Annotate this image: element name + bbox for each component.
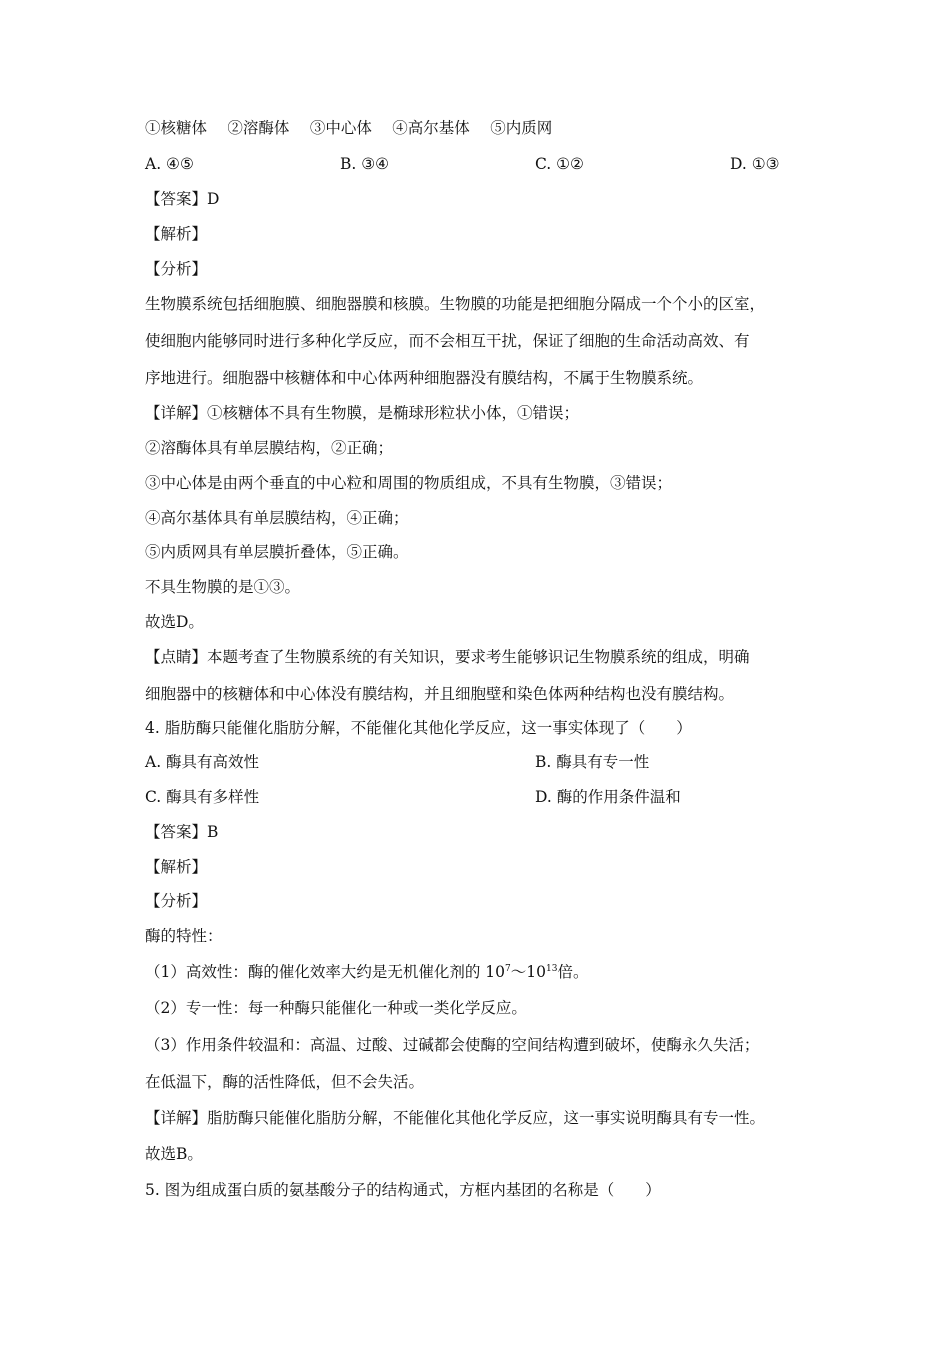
q4-answer: 【答案】B (145, 823, 219, 841)
q4-stem: 4. 脂肪酶只能催化脂肪分解，不能催化其他化学反应，这一事实体现了（ ） (145, 719, 692, 737)
q3-fenxi-heading: 【分析】 (145, 260, 208, 278)
q3-option-a: A. ④⑤ (145, 155, 194, 173)
q4-trait-conditions: 在低温下，酶的活性降低，但不会失活。 (145, 1073, 425, 1091)
q5-stem: 5. 图为组成蛋白质的氨基酸分子的结构通式，方框内基团的名称是（ ） (145, 1181, 661, 1199)
q4-option-a: A. 酶具有高效性 (145, 753, 260, 771)
q4-trait1-exponent: 7 (505, 964, 511, 974)
q3-fenxi-line: 序地进行。细胞器中核糖体和中心体两种细胞器没有膜结构，不属于生物膜系统。 (145, 369, 704, 387)
q3-comment-line: 细胞器中的核糖体和中心体没有膜结构，并且细胞壁和染色体两种结构也没有膜结构。 (145, 685, 735, 703)
q3-conclusion: 故选D。 (145, 613, 204, 631)
q3-detail-line: ②溶酶体具有单层膜结构，②正确； (145, 439, 394, 457)
q4-trait1-text: 倍。 (557, 963, 589, 981)
q4-trait-efficiency (145, 962, 588, 982)
q4-option-b: B. 酶具有专一性 (535, 753, 650, 771)
q4-trait1-text: （1）高效性：酶的催化效率大约是无机催化剂的 10 (145, 963, 506, 981)
q4-fenxi-heading: 【分析】 (145, 892, 208, 910)
q3-answer: 【答案】D (145, 190, 220, 208)
q3-comment-line: 【点睛】本题考查了生物膜系统的有关知识，要求考生能够识记生物膜系统的组成，明确 (145, 648, 750, 666)
q3-fenxi-line: 使细胞内能够同时进行多种化学反应，而不会相互干扰，保证了细胞的生命活动高效、有 (145, 332, 750, 350)
q3-option-c: C. ①② (535, 155, 584, 173)
q4-option-d: D. 酶的作用条件温和 (535, 788, 681, 806)
q3-detail-line: ④高尔基体具有单层膜结构，④正确； (145, 509, 409, 527)
q4-trait-specificity: （2）专一性：每一种酶只能催化一种或一类化学反应。 (145, 999, 527, 1017)
q4-analysis-heading: 【解析】 (145, 858, 208, 876)
q3-option-b: B. ③④ (340, 155, 390, 173)
q3-analysis-heading: 【解析】 (145, 225, 208, 243)
q3-option-d: D. ①③ (730, 155, 780, 173)
q3-detail-line: ③中心体是由两个垂直的中心粒和周围的物质组成，不具有生物膜，③错误； (145, 474, 673, 492)
q3-detail-line: ⑤内质网具有单层膜折叠体，⑤正确。 (145, 543, 409, 561)
q4-trait1-exponent: 13 (545, 964, 558, 974)
q4-detail: 【详解】脂肪酶只能催化脂肪分解，不能催化其他化学反应，这一事实说明酶具有专一性。 (145, 1109, 766, 1127)
q3-items: ①核糖体 ②溶酶体 ③中心体 ④高尔基体 ⑤内质网 (145, 119, 553, 137)
q3-detail-line: 【详解】①核糖体不具有生物膜，是椭球形粒状小体，①错误； (145, 404, 580, 422)
q4-conclusion: 故选B。 (145, 1145, 203, 1163)
q4-trait1-text: ～10 (510, 963, 546, 981)
q4-trait-conditions: （3）作用条件较温和：高温、过酸、过碱都会使酶的空间结构遭到破坏，使酶永久失活； (145, 1036, 760, 1054)
q3-fenxi-line: 生物膜系统包括细胞膜、细胞器膜和核膜。生物膜的功能是把细胞分隔成一个个小的区室， (145, 295, 766, 313)
q4-option-c: C. 酶具有多样性 (145, 788, 260, 806)
q4-traits-title: 酶的特性： (145, 927, 223, 945)
q3-detail-line: 不具生物膜的是①③。 (145, 578, 301, 596)
